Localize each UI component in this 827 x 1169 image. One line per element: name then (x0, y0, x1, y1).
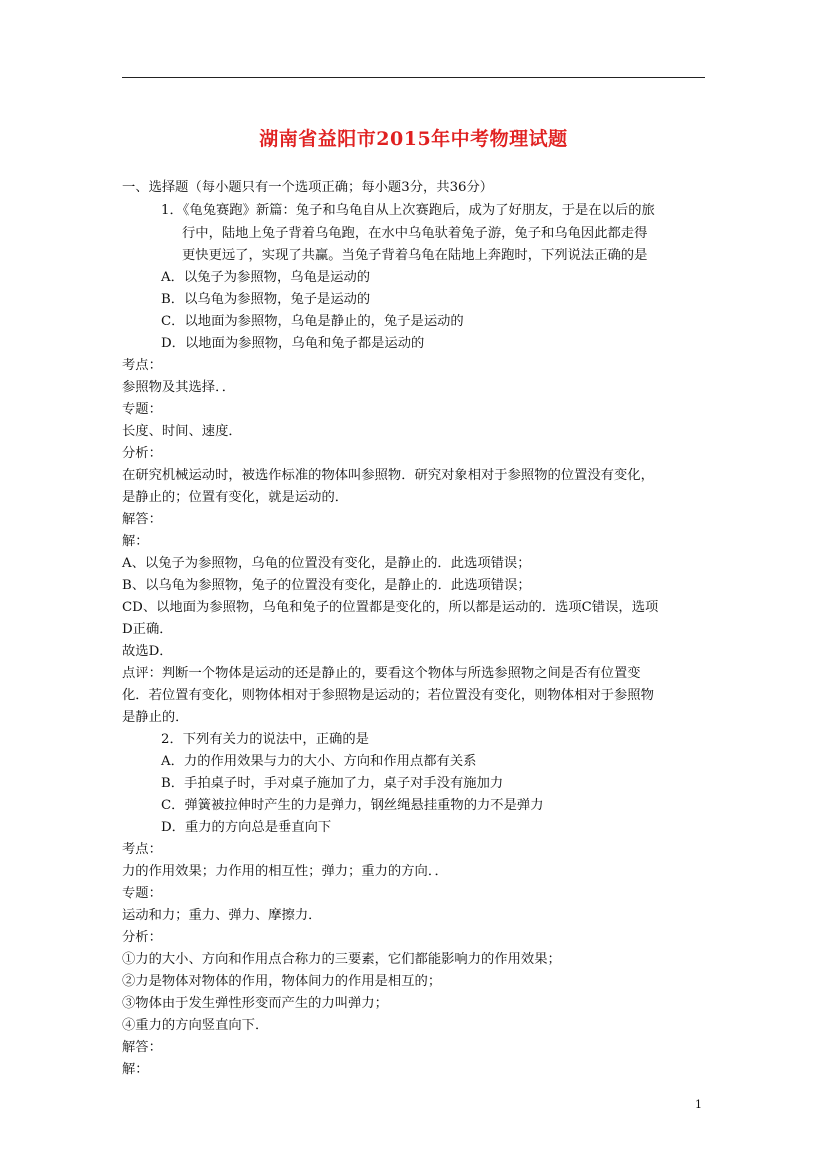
q2-option-b: B．手拍桌子时，手对桌子施加了力，桌子对手没有施加力 (161, 776, 504, 791)
q1-fenxi-line-1: 在研究机械运动时，被选作标准的物体叫参照物．研究对象相对于参照物的位置没有变化， (122, 468, 654, 483)
q1-kaodian-label: 考点： (122, 358, 162, 373)
q1-fenxi-label: 分析： (122, 446, 162, 461)
q2-kaodian: 力的作用效果；力作用的相互性；弹力；重力的方向．． (122, 864, 448, 879)
q1-option-d: D．以地面为参照物，乌龟和兔子都是运动的 (161, 336, 425, 351)
q1-stem-line-3: 更快更远了，实现了共赢。当兔子背着乌龟在陆地上奔跑时，下列说法正确的是 (182, 248, 648, 263)
q1-stem-line-1: 1．《龟兔赛跑》新篇：兔子和乌龟自从上次赛跑后，成为了好朋友，于是在以后的旅 (161, 203, 655, 218)
q1-dianping-line-3: 是静止的． (122, 710, 189, 725)
q2-option-c: C．弹簧被拉伸时产生的力是弹力，钢丝绳悬挂重物的力不是弹力 (161, 798, 544, 813)
q1-jieda-label: 解答： (122, 512, 162, 527)
q2-fenxi-item-4: ④重力的方向竖直向下． (122, 1018, 269, 1033)
q2-kaodian-label: 考点： (122, 842, 162, 857)
q2-fenxi-item-3: ③物体由于发生弹性形变而产生的力叫弹力； (122, 996, 388, 1011)
section-heading: 一、选择题（每小题只有一个选项正确；每小题3分，共36分） (122, 180, 494, 195)
page-number: 1 (695, 1098, 702, 1111)
q2-fenxi-item-2: ②力是物体对物体的作用，物体间力的作用是相互的； (122, 974, 442, 989)
q1-stem-line-2: 行中，陆地上兔子背着乌龟跑，在水中乌龟驮着兔子游，兔子和乌龟因此都走得 (182, 226, 648, 241)
q1-solution-a: A、以兔子为参照物，乌龟的位置没有变化，是静止的．此选项错误； (122, 556, 531, 571)
q1-fenxi-line-2: 是静止的；位置有变化，就是运动的． (122, 490, 349, 505)
q2-stem: 2．下列有关力的说法中，正确的是 (161, 732, 369, 747)
q1-solution-cd-line-2: D正确． (122, 622, 173, 637)
q2-fenxi-item-1: ①力的大小、方向和作用点合称力的三要素，它们都能影响力的作用效果； (122, 952, 561, 967)
q2-zhuanti: 运动和力；重力、弹力、摩擦力． (122, 908, 322, 923)
q1-solution-cd-line-1: CD、以地面为参照物，乌龟和兔子的位置都是变化的，所以都是运动的．选项C错误，选项 (122, 600, 659, 615)
q1-option-a: A．以兔子为参照物，乌龟是运动的 (161, 270, 371, 285)
q1-dianping-line-2: 化．若位置有变化，则物体相对于参照物是运动的；若位置没有变化，则物体相对于参照物 (122, 688, 654, 703)
q2-jieda-label: 解答： (122, 1040, 162, 1055)
page-title: 湖南省益阳市2015年中考物理试题 (259, 128, 568, 150)
q1-zhuanti-label: 专题： (122, 402, 162, 417)
q1-solution-b: B、以乌龟为参照物，兔子的位置没有变化，是静止的．此选项错误； (122, 578, 531, 593)
q2-zhuanti-label: 专题： (122, 886, 162, 901)
q2-fenxi-label: 分析： (122, 930, 162, 945)
q1-option-c: C．以地面为参照物，乌龟是静止的，兔子是运动的 (161, 314, 464, 329)
q1-jie-label: 解： (122, 534, 149, 549)
q1-dianping-line-1: 点评：判断一个物体是运动的还是静止的，要看这个物体与所选参照物之间是否有位置变 (122, 666, 641, 681)
q2-option-d: D．重力的方向总是垂直向下 (161, 820, 332, 835)
q1-option-b: B．以乌龟为参照物，兔子是运动的 (161, 292, 371, 307)
q1-zhuanti: 长度、时间、速度． (122, 424, 242, 439)
q1-answer: 故选D． (122, 644, 173, 659)
header-rule (122, 77, 705, 78)
q2-jie-label: 解： (122, 1062, 149, 1077)
q1-kaodian: 参照物及其选择．． (122, 380, 236, 395)
q2-option-a: A．力的作用效果与力的大小、方向和作用点都有关系 (161, 754, 477, 769)
